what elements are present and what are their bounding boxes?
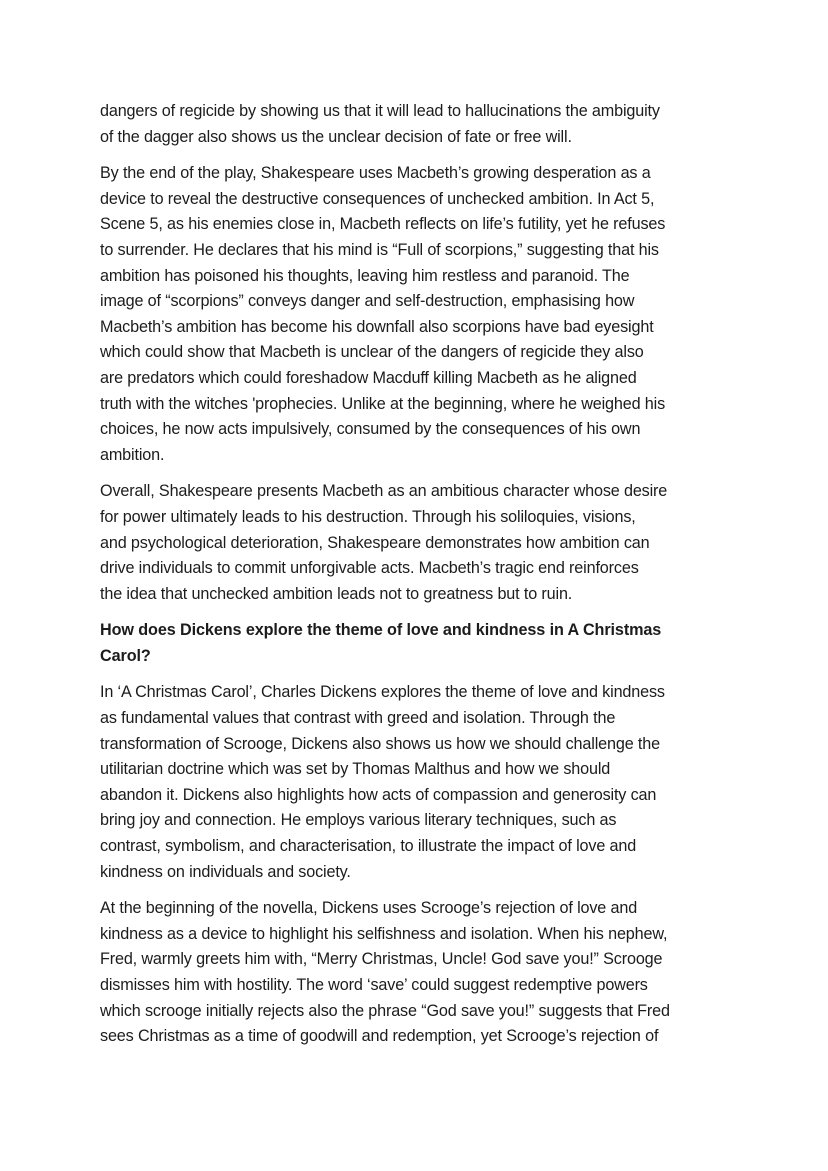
text-line: Macbeth’s ambition has become his downfall also scorpions have bad eyesight [100, 317, 654, 336]
paragraph-macbeth-conclusion [100, 479, 740, 607]
text-line: as fundamental values that contrast with greed and isolation. Through the [100, 709, 616, 728]
paragraph-christmas-carol-intro [100, 680, 740, 885]
document-page [100, 99, 740, 1061]
text-line: abandon it. Dickens also highlights how acts of compassion and generosity can [100, 785, 657, 804]
text-line: bring joy and connection. He employs various literary techniques, such as [100, 811, 617, 830]
text-line: the idea that unchecked ambition leads not to greatness but to ruin. [100, 584, 573, 603]
paragraph-dagger-conclusion [100, 99, 740, 150]
text-line: In ‘A Christmas Carol’, Charles Dickens explores the theme of love and kindness [100, 683, 665, 702]
text-line: utilitarian doctrine which was set by Thomas Malthus and how we should [100, 760, 611, 779]
text-line: drive individuals to commit unforgivable acts. Macbeth’s tragic end reinforces [100, 559, 639, 578]
text-line: which scrooge initially rejects also the phrase “God save you!” suggests that Fred [100, 1001, 670, 1020]
text-line: Fred, warmly greets him with, “Merry Christmas, Uncle! God save you!” Scrooge [100, 950, 663, 969]
heading-line: Carol? [100, 646, 151, 665]
text-line: At the beginning of the novella, Dickens uses Scrooge’s rejection of love and [100, 899, 638, 918]
text-line: ambition. [100, 445, 165, 464]
text-line: truth with the witches 'prophecies. Unlike at the beginning, where he weighed his [100, 394, 666, 413]
text-line: dismisses him with hostility. The word ‘save’ could suggest redemptive powers [100, 976, 648, 994]
text-line: and psychological deterioration, Shakespeare demonstrates how ambition can [100, 533, 650, 552]
text-line: for power ultimately leads to his destruction. Through his soliloquies, visions, [100, 507, 636, 526]
text-line: kindness on individuals and society. [100, 862, 351, 881]
text-line: device to reveal the destructive consequences of unchecked ambition. In Act 5, [100, 189, 655, 208]
heading-line: How does Dickens explore the theme of love and kindness in A Christmas [100, 621, 662, 640]
section-heading-christmas-carol [100, 618, 740, 669]
text-line: Overall, Shakespeare presents Macbeth as an ambitious character whose desire [100, 482, 668, 501]
text-line: kindness as a device to highlight his selfishness and isolation. When his nephew, [100, 924, 668, 943]
text-line: contrast, symbolism, and characterisation, to illustrate the impact of love and [100, 837, 637, 856]
text-line: which could show that Macbeth is unclear of the dangers of regicide they also [100, 343, 644, 362]
text-line: to surrender. He declares that his mind is “Full of scorpions,” suggesting that his [100, 240, 659, 259]
text-line: dangers of regicide by showing us that it will lead to hallucinations the ambiguity [100, 102, 660, 120]
text-line: are predators which could foreshadow Macduff killing Macbeth as he aligned [100, 368, 637, 387]
text-line: image of “scorpions” conveys danger and self-destruction, emphasising how [100, 292, 635, 311]
text-line: Scene 5, as his enemies close in, Macbeth reflects on life’s futility, yet he refuses [100, 215, 666, 234]
text-line: ambition has poisoned his thoughts, leaving him restless and paranoid. The [100, 266, 630, 285]
paragraph-novella-beginning [100, 896, 740, 1050]
text-line: By the end of the play, Shakespeare uses Macbeth’s growing desperation as a [100, 164, 651, 183]
text-line: of the dagger also shows us the unclear decision of fate or free will. [100, 127, 572, 146]
text-line: choices, he now acts impulsively, consumed by the consequences of his own [100, 420, 641, 439]
text-line: sees Christmas as a time of goodwill and redemption, yet Scrooge’s rejection of [100, 1027, 659, 1046]
paragraph-end-of-play [100, 161, 740, 468]
text-line: transformation of Scrooge, Dickens also shows us how we should challenge the [100, 734, 660, 753]
